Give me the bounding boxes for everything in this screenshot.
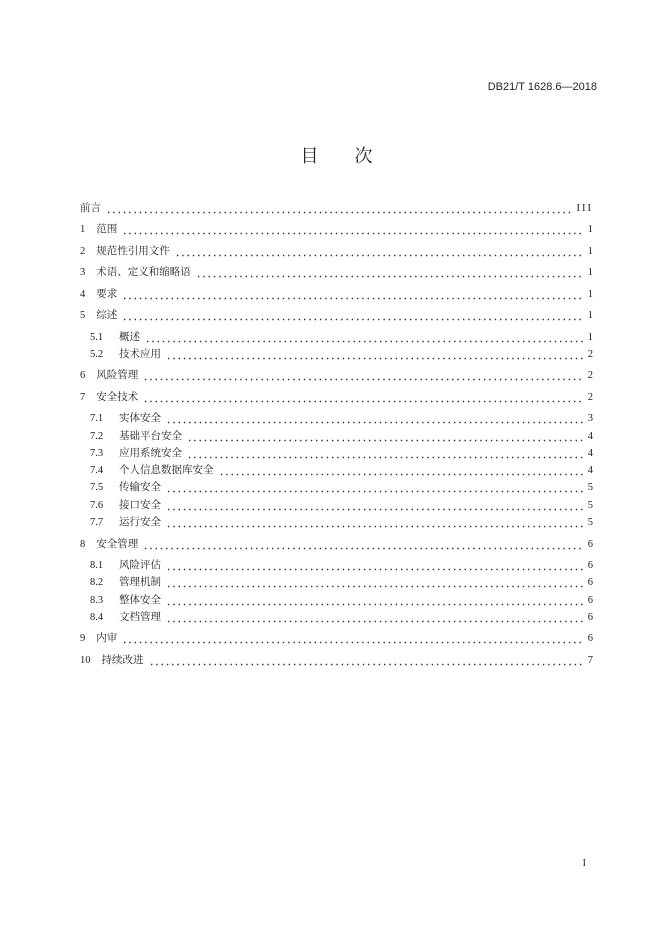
toc-entry-page: 2 xyxy=(587,348,593,360)
toc-entry-title: 技术应用 xyxy=(119,348,161,360)
footer-page-number: I xyxy=(582,858,586,869)
dot-leader xyxy=(166,514,583,531)
toc-entry-7-4 xyxy=(80,462,593,479)
toc-entry-number: 8.1 xyxy=(90,560,104,572)
toc-entry-number: 5 xyxy=(80,310,86,321)
dot-leader xyxy=(166,479,583,496)
toc-entry-7-7 xyxy=(80,514,593,531)
toc-entry-page: 1 xyxy=(587,331,593,343)
toc-entry-number: 7.2 xyxy=(90,430,104,442)
toc-entry-number: 8 xyxy=(80,538,86,550)
toc-entry-title: 规范性引用文件 xyxy=(96,245,170,257)
toc-entry-title: 前言 xyxy=(80,202,101,214)
toc-entry-8-3 xyxy=(80,592,593,609)
dot-leader xyxy=(145,329,583,346)
toc-entry-title: 整体安全 xyxy=(119,594,161,606)
toc-title: 目 次 xyxy=(300,146,373,167)
toc-entry-page: 1 xyxy=(587,224,593,235)
toc-entry-title: 内审 xyxy=(96,633,118,645)
toc-entry-number: 7 xyxy=(80,391,86,403)
toc-entry-page: 1 xyxy=(587,267,593,278)
toc-entry-5-1 xyxy=(80,329,593,346)
toc-entry-page: 5 xyxy=(587,499,593,511)
toc-entry-page: 7 xyxy=(587,654,593,666)
toc-entry-number: 2 xyxy=(80,245,86,257)
dot-leader xyxy=(175,243,583,260)
toc-entry-number: 8.3 xyxy=(90,594,104,606)
toc-entry-page: 1 xyxy=(587,245,593,257)
toc-entry-number: 8.2 xyxy=(90,577,104,589)
toc-entry-number: 10 xyxy=(80,654,91,666)
toc-entry-4 xyxy=(80,286,593,303)
toc-entry-title: 基础平台安全 xyxy=(119,430,182,442)
dot-leader xyxy=(149,652,583,669)
toc-entry-title: 安全技术 xyxy=(96,391,139,403)
toc-entry-number: 5.2 xyxy=(90,348,104,360)
toc-entry-page: 3 xyxy=(587,413,593,425)
dot-leader xyxy=(143,367,583,384)
table-of-contents xyxy=(80,195,593,673)
dot-leader xyxy=(166,410,583,427)
dot-leader xyxy=(106,200,572,217)
toc-entry-7-2 xyxy=(80,428,593,445)
toc-entry-page: 1 xyxy=(587,310,593,321)
toc-entry-page: 2 xyxy=(587,391,593,403)
toc-entry-page: 4 xyxy=(587,447,593,459)
toc-entry-page: 1 xyxy=(587,288,593,300)
document-code-header: DB21/T 1628.6—2018 xyxy=(487,81,597,93)
toc-entry-10 xyxy=(80,652,593,669)
toc-entry-title: 运行安全 xyxy=(119,517,161,529)
toc-entry-number: 7.1 xyxy=(90,413,104,425)
toc-entry-number: 4 xyxy=(80,288,86,300)
toc-entry-page: 4 xyxy=(587,430,593,442)
toc-entry-title: 概述 xyxy=(119,331,140,343)
toc-entry-page: III xyxy=(576,202,593,214)
toc-entry-page: 6 xyxy=(587,633,593,645)
toc-entry-number: 7.3 xyxy=(90,447,104,459)
toc-entry-1 xyxy=(80,221,593,238)
toc-entry-number: 7.6 xyxy=(90,499,104,511)
dot-leader xyxy=(187,428,583,445)
toc-entry-9 xyxy=(80,630,593,647)
toc-entry-7-3 xyxy=(80,445,593,462)
toc-entry-number: 7.7 xyxy=(90,517,104,529)
toc-entry-8-1 xyxy=(80,557,593,574)
dot-leader xyxy=(187,445,583,462)
dot-leader xyxy=(143,536,583,553)
toc-entry-number: 7.4 xyxy=(90,465,104,477)
toc-entry-2 xyxy=(80,243,593,260)
toc-entry-page: 6 xyxy=(587,538,593,550)
dot-leader xyxy=(166,497,583,514)
toc-entry-number: 6 xyxy=(80,370,86,382)
toc-entry-page: 6 xyxy=(587,594,593,606)
toc-entry-7-6 xyxy=(80,497,593,514)
toc-entry-title: 术语、定义和缩略语 xyxy=(96,267,191,278)
dot-leader xyxy=(166,346,583,363)
toc-entry-title: 实体安全 xyxy=(119,413,161,425)
dot-leader xyxy=(122,286,583,303)
toc-entry-7 xyxy=(80,389,593,406)
toc-entry-3 xyxy=(80,264,593,281)
toc-entry-title: 文档管理 xyxy=(119,611,161,623)
toc-entry-page: 6 xyxy=(587,611,593,623)
dot-leader xyxy=(219,462,583,479)
toc-entry-number: 5.1 xyxy=(90,331,104,343)
toc-entry-title: 风险管理 xyxy=(96,370,139,382)
toc-entry-7-5 xyxy=(80,479,593,496)
dot-leader xyxy=(122,221,583,238)
dot-leader xyxy=(122,630,583,647)
dot-leader xyxy=(143,389,583,406)
toc-entry-title: 传输安全 xyxy=(119,482,161,494)
toc-entry-page: 5 xyxy=(587,482,593,494)
toc-entry-8 xyxy=(80,536,593,553)
toc-entry-title: 综述 xyxy=(96,310,118,321)
toc-entry-8-4 xyxy=(80,609,593,626)
toc-entry-title: 要求 xyxy=(96,288,118,300)
toc-entry-page: 6 xyxy=(587,577,593,589)
toc-entry-5-2 xyxy=(80,346,593,363)
dot-leader xyxy=(166,557,583,574)
dot-leader xyxy=(166,574,583,591)
dot-leader xyxy=(196,264,583,281)
toc-entry-title: 持续改进 xyxy=(101,654,144,666)
toc-entry-5 xyxy=(80,307,593,324)
toc-entry-number: 7.5 xyxy=(90,482,104,494)
dot-leader xyxy=(166,609,583,626)
toc-entry-6 xyxy=(80,367,593,384)
toc-entry-title: 风险评估 xyxy=(119,560,161,572)
toc-entry-title: 安全管理 xyxy=(96,538,139,550)
toc-entry-title: 个人信息数据库安全 xyxy=(119,465,214,477)
toc-entry-title: 应用系统安全 xyxy=(119,447,182,459)
toc-entry-page: 5 xyxy=(587,517,593,529)
toc-entry-title: 管理机制 xyxy=(119,577,161,589)
toc-entry-title: 接口安全 xyxy=(119,499,161,511)
toc-entry-number: 8.4 xyxy=(90,611,104,623)
toc-entry-title: 范围 xyxy=(96,224,118,235)
dot-leader xyxy=(122,307,583,324)
toc-entry-page: 4 xyxy=(587,465,593,477)
toc-entry-number: 3 xyxy=(80,267,86,278)
toc-entry-page: 2 xyxy=(587,370,593,382)
dot-leader xyxy=(166,592,583,609)
toc-entry-number: 1 xyxy=(80,224,86,235)
toc-entry-7-1 xyxy=(80,410,593,427)
toc-entry-page: 6 xyxy=(587,560,593,572)
toc-entry-preface xyxy=(80,200,593,217)
toc-entry-number: 9 xyxy=(80,633,86,645)
toc-entry-8-2 xyxy=(80,574,593,591)
